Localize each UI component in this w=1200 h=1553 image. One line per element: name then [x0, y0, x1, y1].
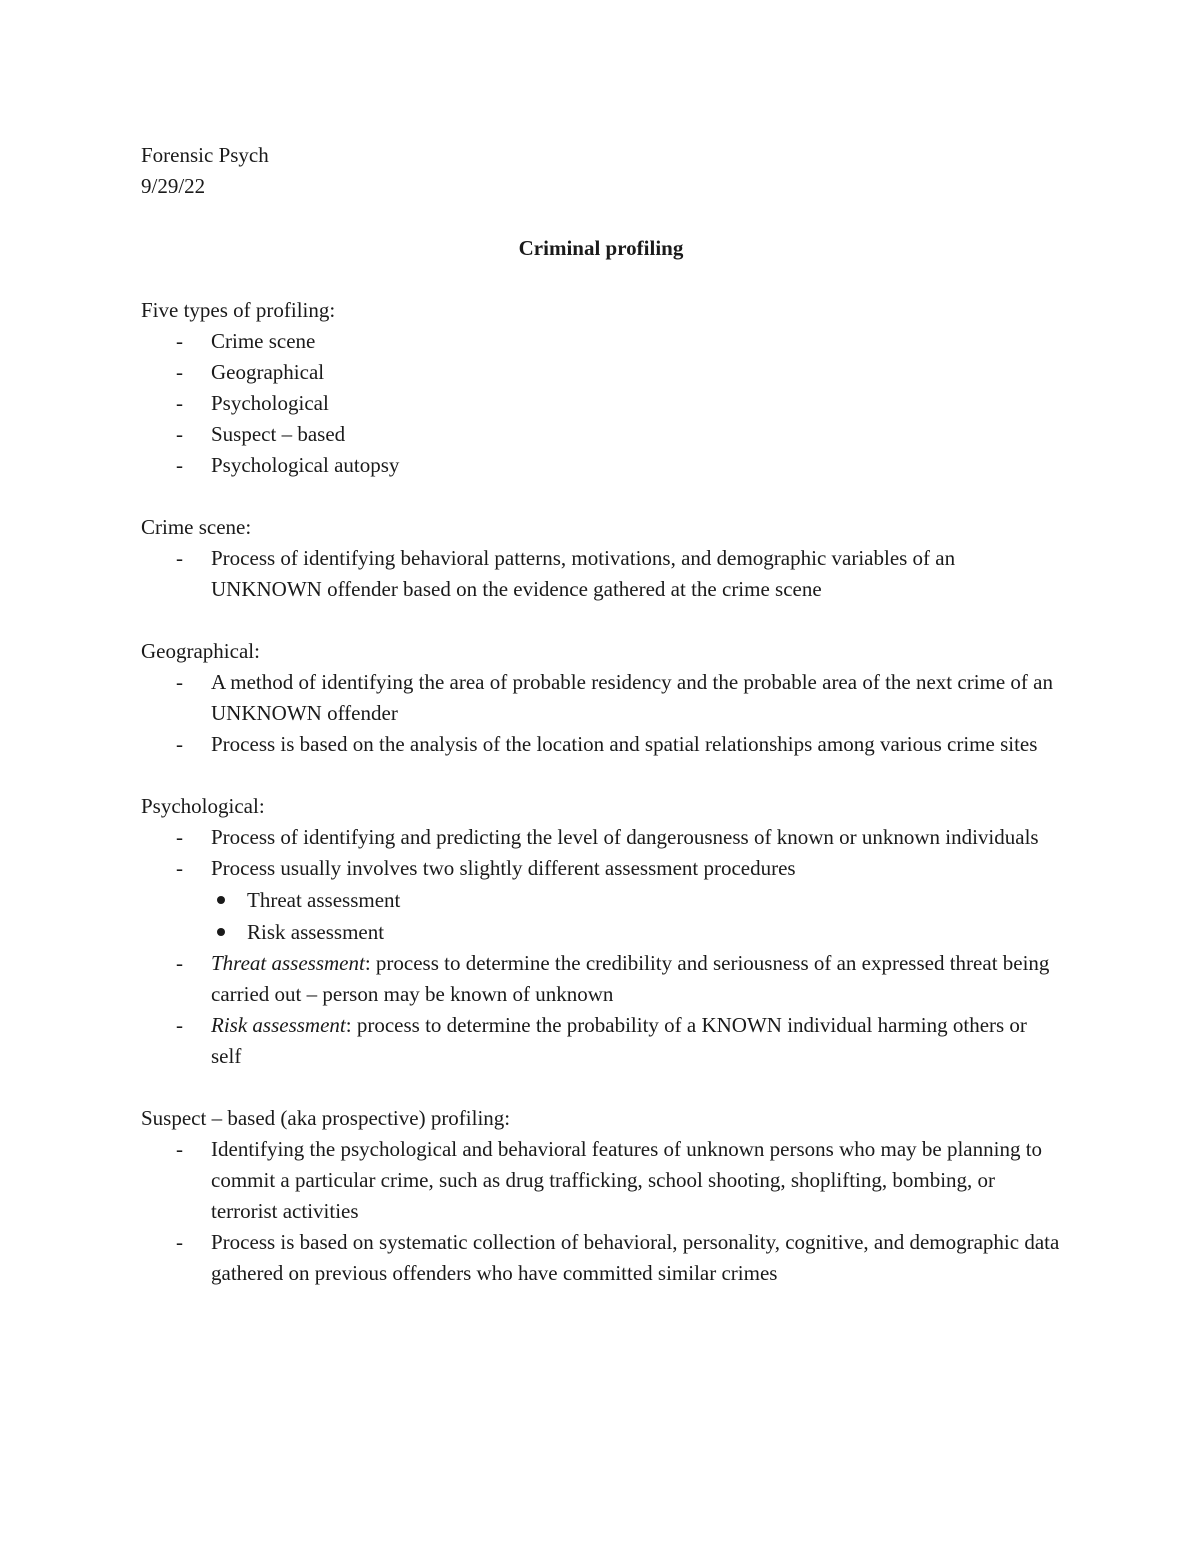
- list-item: - Psychological autopsy: [176, 453, 400, 477]
- threat-term: Threat assessment: [211, 951, 365, 975]
- document-page: [141, 140, 1061, 1289]
- list-item: - Psychological: [176, 391, 329, 415]
- bullet-item: Risk assessment: [141, 916, 1061, 948]
- list-item: - Process is based on systematic collection of behavioral, personality, cognitive, and demographic data gathered on previous offenders who have committed similar crimes: [176, 1230, 1060, 1285]
- bullet-icon: [217, 928, 225, 936]
- crime-scene-heading: Crime scene:: [141, 515, 252, 539]
- document-title: Criminal profiling: [518, 236, 684, 260]
- note-date: 9/29/22: [141, 174, 206, 198]
- bullet-item: Threat assessment: [141, 884, 1061, 916]
- list-item: - Identifying the psychological and behavioral features of unknown persons who may be planning to commit a particular crime, such as drug trafficking, school shooting, shoplifting, bombing, or terrorist activities: [176, 1137, 1043, 1223]
- list-item: - Geographical: [176, 360, 325, 384]
- suspect-heading: Suspect – based (aka prospective) profiling:: [141, 1106, 511, 1130]
- list-item: - Suspect – based: [176, 422, 346, 446]
- list-item: - Crime scene: [176, 329, 316, 353]
- psychological-heading: Psychological:: [141, 794, 265, 818]
- list-item: - Risk assessment: process to determine the probability of a KNOWN individual harming others or self: [176, 1013, 1027, 1068]
- list-item: - Process is based on the analysis of the location and spatial relationships among various crime sites: [176, 732, 1038, 756]
- list-item: - Process of identifying behavioral patterns, motivations, and demographic variables of an UNKNOWN offender based on the evidence gathered at the crime scene: [176, 546, 956, 601]
- types-heading: Five types of profiling:: [141, 298, 336, 322]
- list-item: - Process usually involves two slightly different assessment procedures: [176, 856, 796, 880]
- list-item: - A method of identifying the area of probable residency and the probable area of the next crime of an UNKNOWN offender: [176, 670, 1053, 725]
- list-item: - Process of identifying and predicting the level of dangerousness of known or unknown individuals: [176, 825, 1039, 849]
- geographical-heading: Geographical:: [141, 639, 260, 663]
- risk-term: Risk assessment: [211, 1013, 346, 1037]
- bullet-icon: [217, 896, 225, 904]
- course-name: Forensic Psych: [141, 143, 269, 167]
- list-item: - Threat assessment: process to determine the credibility and seriousness of an expressed threat being carried out – person may be known of unknown: [176, 951, 1050, 1006]
